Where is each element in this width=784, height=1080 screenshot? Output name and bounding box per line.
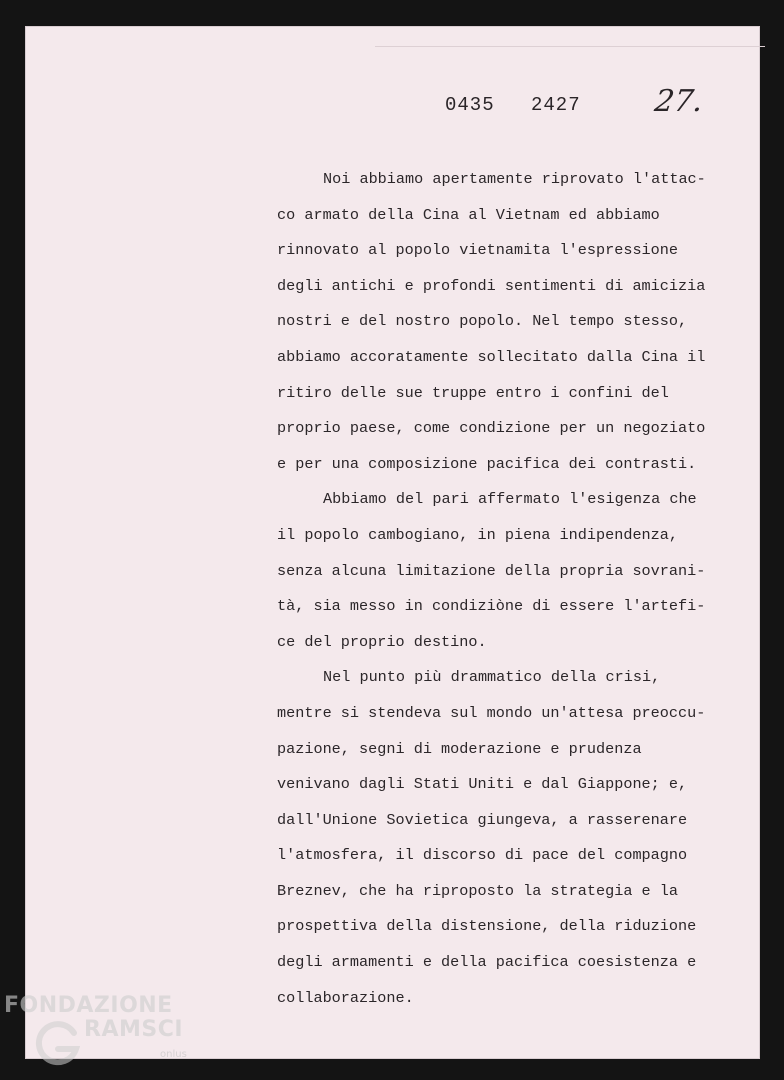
document-page — [25, 26, 760, 1059]
text-line: venivano dagli Stati Uniti e dal Giappone; e, — [277, 775, 688, 794]
text-line: degli armamenti e della pacifica coesistenza e — [277, 953, 697, 972]
archive-number-a: 0435 — [445, 94, 495, 116]
text-line: pazione, segni di moderazione e prudenza — [277, 739, 642, 758]
text-line: rinnovato al popolo vietnamita l'espressione — [277, 241, 679, 260]
text-line: degli antichi e profondi sentimenti di amicizia — [277, 276, 706, 295]
text-line: Nel punto più drammatico della crisi, — [323, 668, 661, 687]
watermark-line2: RAMSCI — [84, 1017, 184, 1042]
text-line: prospettiva della distensione, della riduzione — [277, 917, 697, 936]
text-line: il popolo cambogiano, in piena indipendenza, — [277, 525, 679, 544]
fondazione-gramsci-watermark — [4, 993, 204, 1078]
text-line: mentre si stendeva sul mondo un'attesa preoccu- — [277, 703, 706, 722]
text-line: ritiro delle sue truppe entro i confini del — [277, 383, 669, 402]
g-logo-icon — [34, 1019, 82, 1067]
watermark-line1: FONDAZIONE — [4, 993, 173, 1018]
text-line: e per una composizione pacifica dei contrasti. — [277, 454, 697, 473]
text-line: co armato della Cina al Vietnam ed abbiamo — [277, 205, 660, 224]
typewritten-text — [277, 162, 747, 1016]
text-line: ce del proprio destino. — [277, 632, 487, 651]
text-line: tà, sia messo in condiziòne di essere l'artefi- — [277, 597, 706, 616]
text-line: dall'Unione Sovietica giungeva, a rasserenare — [277, 810, 688, 829]
archive-number-b: 2427 — [531, 94, 581, 116]
text-line: Breznev, che ha riproposto la strategia e la — [277, 881, 679, 900]
text-line: l'atmosfera, il discorso di pace del compagno — [277, 846, 688, 865]
text-line: collaborazione. — [277, 988, 414, 1007]
watermark-line3: onlus — [160, 1049, 187, 1060]
page-top-rule — [375, 46, 765, 47]
handwritten-page-number: 27. — [652, 84, 706, 119]
text-line: senza alcuna limitazione della propria sovrani- — [277, 561, 706, 580]
text-line: abbiamo accoratamente sollecitato dalla Cina il — [277, 347, 706, 366]
text-line: Abbiamo del pari affermato l'esigenza che — [323, 490, 697, 509]
text-line: nostri e del nostro popolo. Nel tempo stesso, — [277, 312, 688, 331]
text-line: Noi abbiamo apertamente riprovato l'attac- — [323, 170, 706, 188]
text-line: proprio paese, come condizione per un negoziato — [277, 419, 706, 438]
